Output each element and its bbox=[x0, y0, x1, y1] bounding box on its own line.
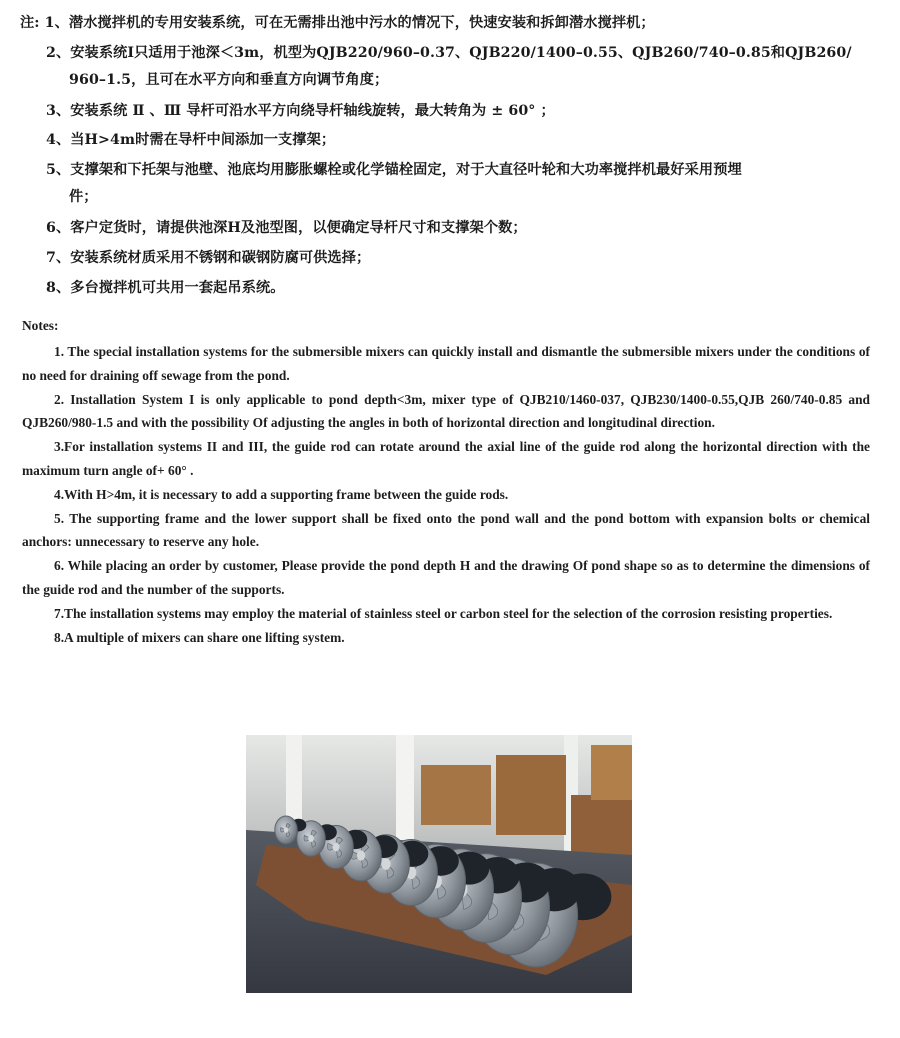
en-note-7: 7.The installation systems may employ the material of stainless steel or carbon steel for the selection of the corrosion resisting properties. bbox=[54, 605, 833, 621]
mixer-photo-icon bbox=[246, 735, 632, 993]
cn-note-4: 4、当H>4m时需在导杆中间添加一支撑架； bbox=[46, 132, 336, 148]
cn-note-6: 6、客户定货时，请提供池深H及池型图，以便确定导杆尺寸和支撑架个数； bbox=[46, 220, 527, 236]
crate-4 bbox=[591, 745, 632, 800]
en-note-3: 3.For installation systems II and III, the guide rod can rotate around the axial line of the guide rod along the horizontal direction with the maximum turn angle of+ 60° . bbox=[22, 439, 870, 478]
mixer-photo bbox=[246, 735, 632, 993]
en-notes-heading: Notes: bbox=[22, 318, 59, 333]
crate-2 bbox=[496, 755, 566, 835]
en-note-5: 5. The supporting frame and the lower support shall be fixed onto the pond wall and the pond bottom with expansion bolts or chemical anchors: unnecessary to reserve any hole. bbox=[22, 510, 870, 550]
cn-note-7: 7、安装系统材质采用不锈钢和碳钢防腐可供选择； bbox=[46, 250, 371, 266]
en-note-6: 6. While placing an order by customer, Please provide the pond depth H and the drawing Of pond shape so as to determine the dimensions of the guide rod and the number of the supports. bbox=[22, 558, 870, 597]
cn-note-5-cont: 件； bbox=[69, 189, 98, 205]
en-note-1: 1. The special installation systems for the submersible mixers can quickly install and dismantle the submersible mixers under the conditions of no need for draining off sewage from the pond. bbox=[22, 344, 870, 383]
cn-note-5: 5、支撑架和下托架与池壁、池底均用膨胀螺栓或化学锚栓固定，对于大直径叶轮和大功率搅拌机最好采用预埋 bbox=[46, 162, 742, 178]
cn-note-2: 2、安装系统I只适用于池深＜3m，机型为QJB220/960–0.37、QJB220/1400–0.55、QJB260/740–0.85和QJB260/ bbox=[46, 45, 852, 61]
column-mid bbox=[396, 735, 414, 845]
cn-note-2-cont: 960–1.5，且可在水平方向和垂直方向调节角度； bbox=[69, 72, 389, 88]
cn-note-1: 注: 1、潜水搅拌机的专用安装系统，可在无需排出池中污水的情况下，快速安装和拆卸潜水搅拌机； bbox=[20, 15, 655, 31]
en-note-4: 4.With H>4m, it is necessary to add a supporting frame between the guide rods. bbox=[54, 486, 509, 502]
en-note-2: 2. Installation System I is only applicable to pond depth<3m, mixer type of QJB210/1460-037, QJB230/1400-0.55,QJB 260/740-0.85 and QJB260/980-1.5 and with the possibility Of adjusting the angles in both of horizontal direction and longitudinal direction. bbox=[22, 391, 870, 431]
cn-note-3: 3、安装系统 Ⅱ 、Ⅲ 导杆可沿水平方向绕导杆轴线旋转，最大转角为 ± 60° ； bbox=[46, 103, 555, 119]
en-note-8: 8.A multiple of mixers can share one lifting system. bbox=[54, 629, 345, 645]
cn-note-8: 8、多台搅拌机可共用一套起吊系统。 bbox=[46, 280, 285, 296]
en-notes bbox=[22, 340, 870, 649]
crate-1 bbox=[421, 765, 491, 825]
